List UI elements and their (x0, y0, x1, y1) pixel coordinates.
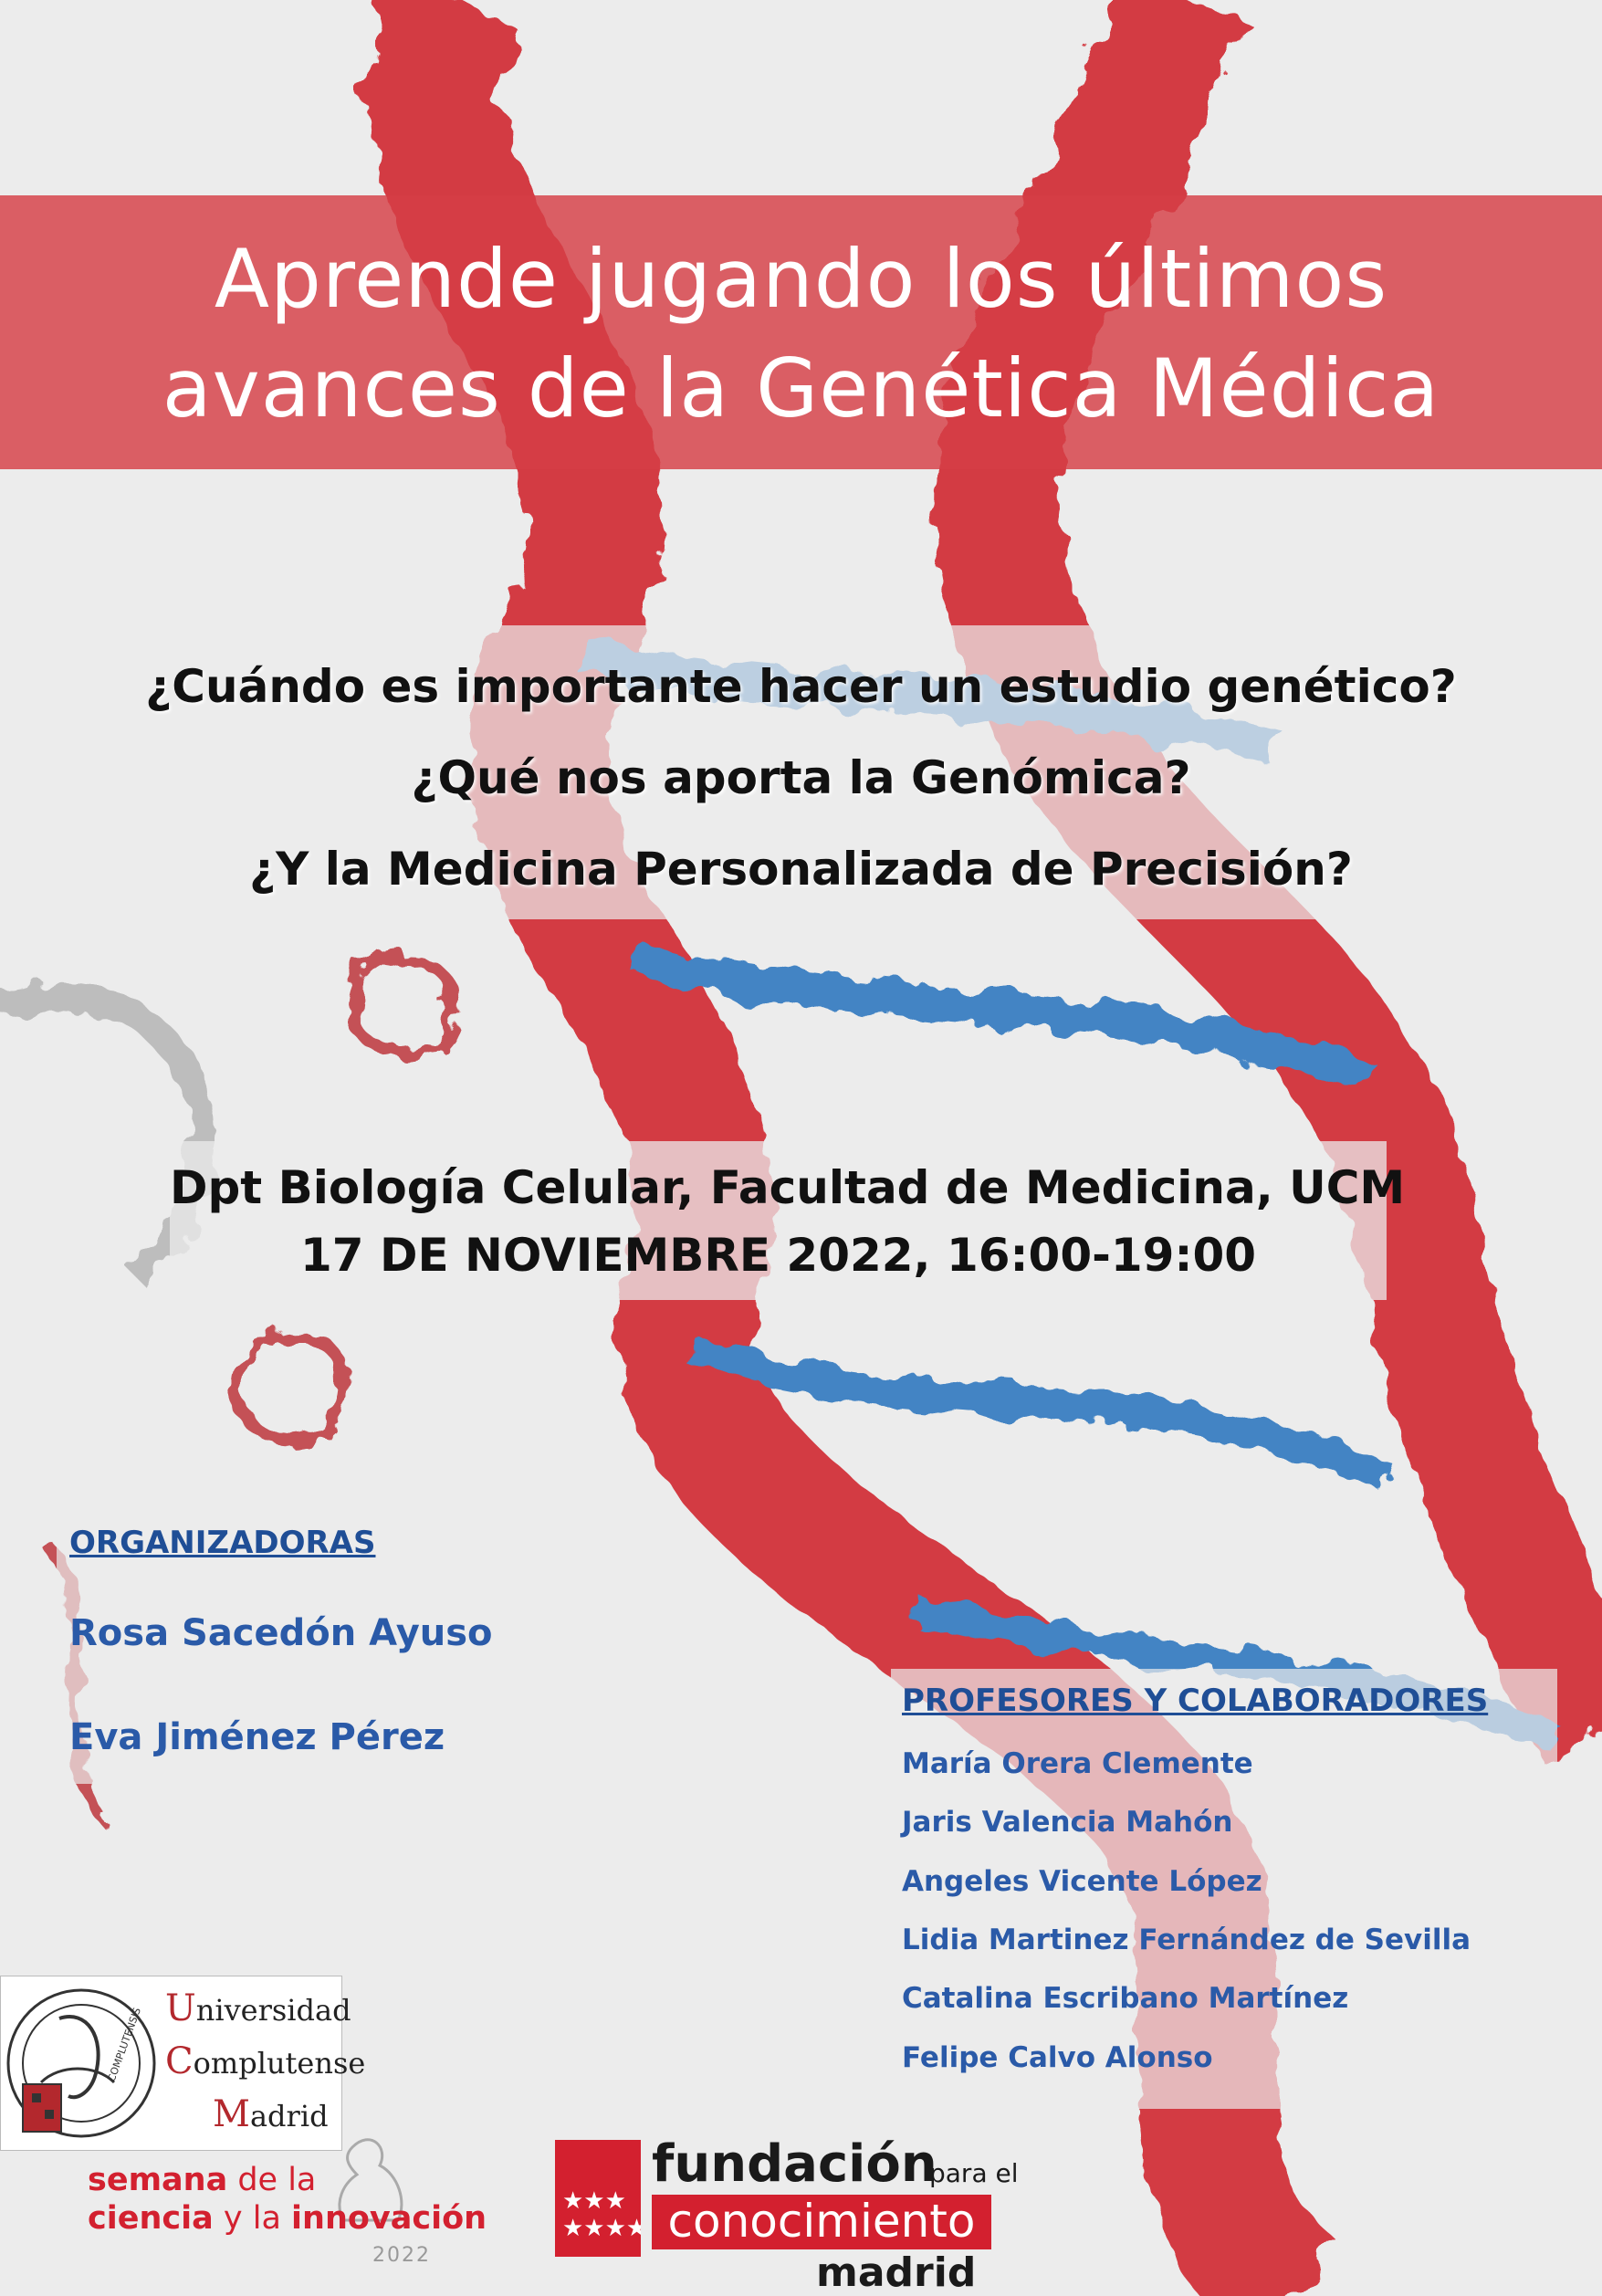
fundacion-line-3: madrid (816, 2249, 977, 2296)
collaborator-name: Jaris Valencia Mahón (902, 1806, 1233, 1839)
fundacion-line-2: conocimiento (652, 2195, 991, 2249)
collaborator-name: Felipe Calvo Alonso (902, 2041, 1213, 2074)
venue-place: Dpt Biología Celular, Facultad de Medicina, UCM (170, 1161, 1406, 1214)
svg-text:★★★: ★★★ (562, 2187, 626, 2215)
organizers-box (57, 1515, 654, 1784)
fundacion-line-1: fundación (652, 2134, 937, 2194)
collaborator-name: Angeles Vicente López (902, 1865, 1262, 1898)
questions-banner (0, 625, 1602, 919)
title-banner (0, 195, 1602, 469)
ucm-seal-icon (5, 1982, 158, 2144)
madrid-flag-icon (555, 2140, 641, 2257)
semana-line-1: semana de la (88, 2162, 317, 2198)
title-line-2: avances de la Genética Médica (162, 341, 1440, 435)
collaborator-name: María Orera Clemente (902, 1747, 1253, 1780)
question-2: ¿Qué nos aporta la Genómica? (411, 751, 1191, 804)
collaborator-name: Catalina Escribano Martínez (902, 1982, 1349, 2015)
title-line-1: Aprende jugando los últimos (214, 232, 1388, 326)
venue-box (170, 1141, 1406, 1300)
fundacion-line-1-small: para el (929, 2158, 1019, 2188)
svg-text:COMPLUTENSIS: COMPLUTENSIS (105, 2006, 143, 2084)
venue-date: 17 DE NOVIEMBRE 2022, 16:00-19:00 (299, 1229, 1257, 1282)
collaborators-box (891, 1669, 1557, 2109)
semana-year: 2022 (372, 2244, 431, 2267)
collaborators-heading: PROFESORES Y COLABORADORES (902, 1683, 1489, 1719)
organizer-name: Rosa Sacedón Ayuso (69, 1612, 493, 1654)
fundacion-logo (555, 2134, 1019, 2296)
collaborator-name: Lidia Martinez Fernández de Sevilla (902, 1924, 1471, 1956)
organizers-heading: ORGANIZADORAS (69, 1525, 376, 1561)
ucm-line-3: Madrid (213, 2093, 329, 2135)
question-1: ¿Cuándo es importante hacer un estudio genético? (145, 660, 1457, 713)
svg-text:★★★★: ★★★★ (562, 2215, 641, 2242)
semana-ciencia-logo (88, 2142, 487, 2288)
question-3: ¿Y la Medicina Personalizada de Precisión? (249, 843, 1353, 896)
ucm-logo (0, 1976, 366, 2151)
ucm-line-2: Complutense (165, 2040, 366, 2082)
semana-line-2: ciencia y la innovación (88, 2200, 487, 2237)
ucm-line-1: Universidad (165, 1987, 351, 2029)
organizer-name: Eva Jiménez Pérez (69, 1716, 445, 1758)
